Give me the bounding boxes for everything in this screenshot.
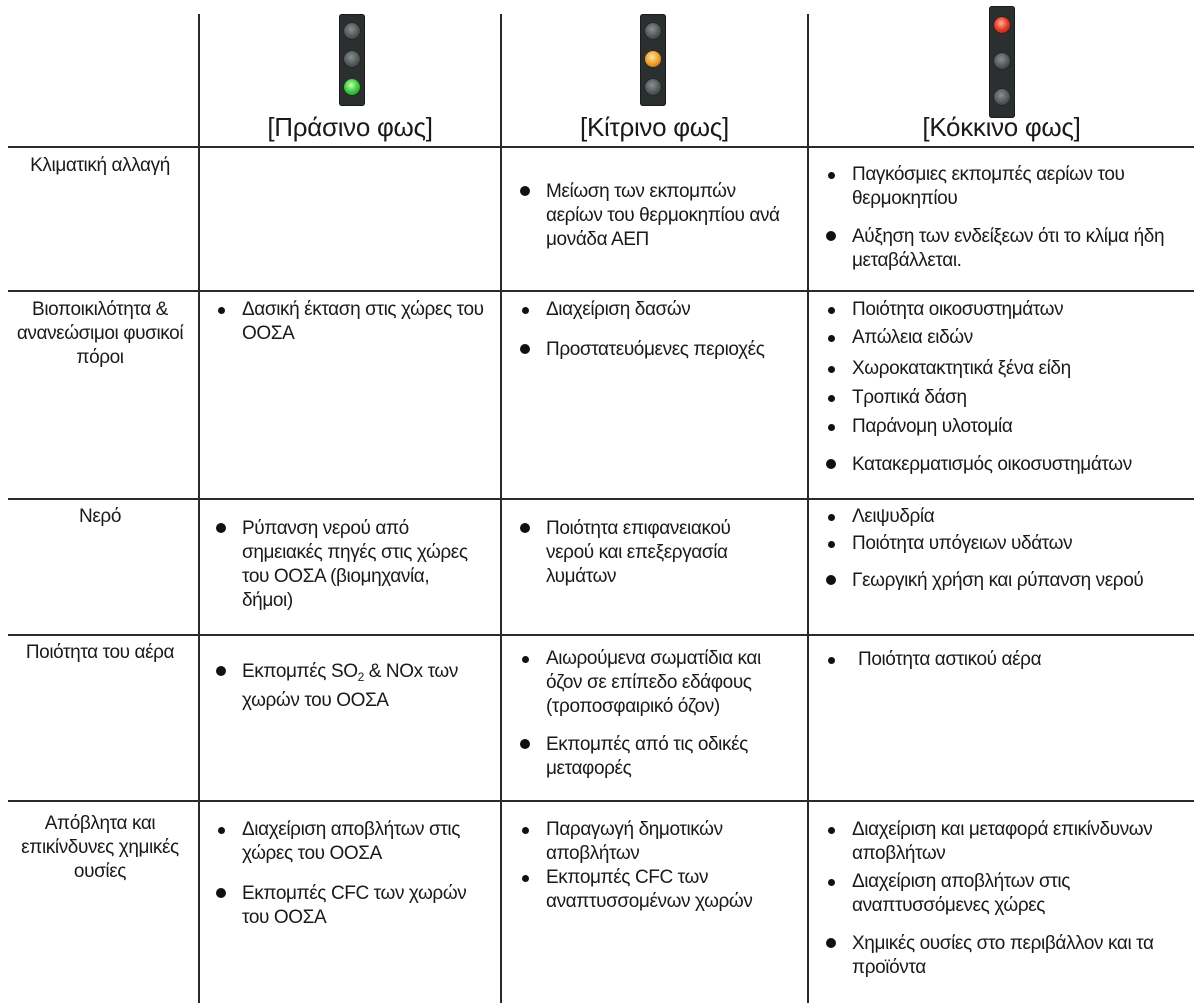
list-item: Κατακερματισμός οικοσυστημάτων xyxy=(818,453,1188,477)
header-red xyxy=(809,0,1194,146)
list-item: Διαχείριση αποβλήτων στις χώρες του ΟΟΣΑ xyxy=(208,818,468,866)
green-items-air xyxy=(208,660,493,713)
traffic-light-red-icon xyxy=(989,6,1015,118)
row-divider xyxy=(8,800,1194,802)
red-items-air xyxy=(818,648,1188,672)
lamp-off-icon xyxy=(343,50,361,68)
list-item: Προστατευόμενες περιοχές xyxy=(512,338,797,362)
row-divider xyxy=(8,290,1194,292)
list-item: Εκπομπές από τις οδικές μεταφορές xyxy=(512,733,797,781)
yellow-light-label: [Κίτρινο φως] xyxy=(580,112,729,142)
green-light-label: [Πράσινο φως] xyxy=(267,112,433,142)
lamp-yellow-icon xyxy=(644,50,662,68)
list-item: Δασική έκταση στις χώρες του ΟΟΣΑ xyxy=(208,298,493,346)
list-item: Μείωση των εκπομπών αερίων του θερμοκηπίου ανά μονάδα ΑΕΠ xyxy=(512,180,792,252)
list-item: Εκπομπές CFC των χωρών του ΟΟΣΑ xyxy=(208,882,468,930)
column-divider xyxy=(807,14,809,1003)
red-items-biodiversity xyxy=(818,298,1188,477)
list-item: Αύξηση των ενδείξεων ότι το κλίμα ήδη μεταβάλλεται. xyxy=(818,225,1178,273)
list-item: Ποιότητα οικοσυστημάτων xyxy=(818,298,1188,322)
list-item: Παραγωγή δημοτικών αποβλήτων xyxy=(512,818,797,866)
yellow-items-biodiversity xyxy=(512,298,797,362)
red-items-water xyxy=(818,505,1188,593)
lamp-off-icon xyxy=(993,52,1011,70)
column-divider xyxy=(500,14,502,1003)
lamp-red-icon xyxy=(993,16,1011,34)
lamp-off-icon xyxy=(644,22,662,40)
list-item: Διαχείριση και μεταφορά επικίνδυνων αποβλήτων xyxy=(818,818,1188,866)
so2-text-part: Εκπομπές SO xyxy=(242,661,358,682)
lamp-off-icon xyxy=(343,22,361,40)
row-label-biodiversity: Βιοποικιλότητα & ανανεώσιμοι φυσικοί πόροι xyxy=(16,299,184,368)
row-divider xyxy=(8,634,1194,636)
yellow-items-waste xyxy=(512,818,797,914)
list-item: Λειψυδρία xyxy=(818,505,1188,529)
list-item: Εκπομπές CFC των αναπτυσσομένων χωρών xyxy=(512,866,797,914)
lamp-off-icon xyxy=(993,88,1011,106)
green-items-biodiversity xyxy=(208,298,493,346)
red-light-label: [Κόκκινο φως] xyxy=(922,112,1081,142)
row-divider xyxy=(8,498,1194,500)
yellow-items-water xyxy=(512,517,772,589)
lamp-off-icon xyxy=(644,78,662,96)
green-items-water xyxy=(208,517,468,613)
header-yellow xyxy=(502,0,807,146)
list-item: Χωροκατακτητικά ξένα είδη xyxy=(818,357,1188,381)
row-label-climate: Κλιματική αλλαγή xyxy=(30,155,170,176)
red-items-climate xyxy=(818,163,1178,273)
column-divider xyxy=(198,14,200,1003)
list-item: Διαχείριση δασών xyxy=(512,298,797,322)
subscript-two: 2 xyxy=(357,670,364,684)
list-item: Ποιότητα αστικού αέρα xyxy=(818,648,1188,672)
list-item: Χημικές ουσίες στο περιβάλλον και τα προϊόντα xyxy=(818,932,1188,980)
green-items-waste xyxy=(208,818,468,930)
list-item xyxy=(208,660,493,713)
list-item: Ποιότητα υπόγειων υδάτων xyxy=(818,532,1188,556)
list-item: Παράνομη υλοτομία xyxy=(818,415,1188,439)
row-divider xyxy=(8,146,1194,148)
red-items-waste xyxy=(818,818,1188,980)
header-green xyxy=(200,0,500,146)
yellow-items-climate xyxy=(512,180,792,252)
so2-text-rest: & NOx των χωρών του ΟΟΣΑ xyxy=(242,661,458,711)
yellow-items-air xyxy=(512,647,797,781)
list-item: Διαχείριση αποβλήτων στις αναπτυσσόμενες χώρες xyxy=(818,870,1188,918)
list-item: Αιωρούμενα σωματίδια και όζον σε επίπεδο εδάφους (τροποσφαιρικό όζον) xyxy=(512,647,797,719)
lamp-green-icon xyxy=(343,78,361,96)
row-label-water: Νερό xyxy=(79,506,121,527)
list-item: Γεωργική χρήση και ρύπανση νερού xyxy=(818,569,1188,593)
list-item: Απώλεια ειδών xyxy=(818,326,1188,350)
traffic-light-green-icon xyxy=(339,14,365,106)
list-item: Ποιότητα επιφανειακού νερού και επεξεργασία λυμάτων xyxy=(512,517,772,589)
list-item: Παγκόσμιες εκπομπές αερίων του θερμοκηπίου xyxy=(818,163,1178,211)
list-item: Τροπικά δάση xyxy=(818,386,1188,410)
traffic-light-yellow-icon xyxy=(640,14,666,106)
list-item: Ρύπανση νερού από σημειακές πηγές στις χώρες του ΟΟΣΑ (βιομηχανία, δήμοι) xyxy=(208,517,468,613)
row-label-air: Ποιότητα του αέρα xyxy=(25,642,175,663)
row-label-waste: Απόβλητα και επικίνδυνες χημικές ουσίες xyxy=(21,813,179,882)
